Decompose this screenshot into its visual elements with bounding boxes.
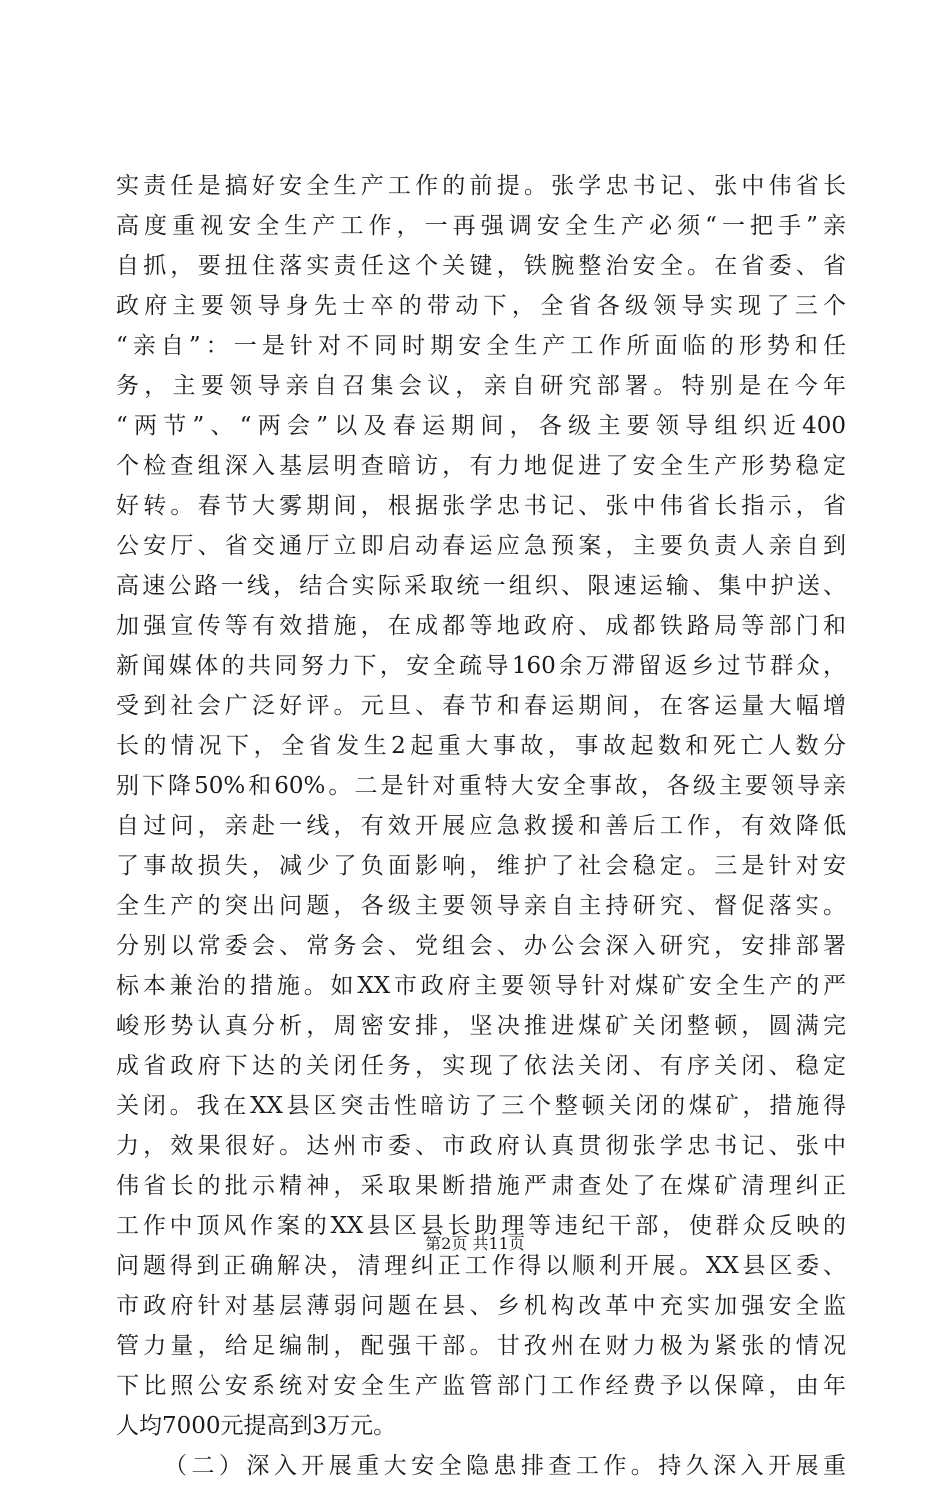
text-line: 市政府针对基层薄弱问题在县、乡机构改革中充实加强安全监 xyxy=(116,1293,846,1319)
text-line: 问题得到正确解决，清理纠正工作得以顺利开展。XX县区委、 xyxy=(116,1253,846,1279)
page-footer xyxy=(0,1234,950,1254)
page-number: 第2页 共11页 xyxy=(425,1234,525,1253)
text-line: 好转。春节大雾期间，根据张学忠书记、张中伟省长指示，省 xyxy=(116,493,846,519)
text-line: 全生产的突出问题，各级主要领导亲自主持研究、督促落实。 xyxy=(116,893,846,919)
text-line: 公安厅、省交通厅立即启动春运应急预案，主要负责人亲自到 xyxy=(116,533,846,559)
text-line: 受到社会广泛好评。元旦、春节和春运期间，在客运量大幅增 xyxy=(116,693,846,719)
text-line: 力，效果很好。达州市委、市政府认真贯彻张学忠书记、张中 xyxy=(116,1133,846,1159)
text-line: 长的情况下，全省发生2起重大事故，事故起数和死亡人数分 xyxy=(116,733,846,759)
text-line: 高速公路一线，结合实际采取统一组织、限速运输、集中护送、 xyxy=(116,573,846,599)
text-line: 伟省长的批示精神，采取果断措施严肃查处了在煤矿清理纠正 xyxy=(116,1173,846,1199)
section-heading-line: （二）深入开展重大安全隐患排查工作。持久深入开展重 xyxy=(164,1453,846,1479)
text-line: 标本兼治的措施。如XX市政府主要领导针对煤矿安全生产的严 xyxy=(116,973,846,999)
text-line: 关闭。我在XX县区突击性暗访了三个整顿关闭的煤矿，措施得 xyxy=(116,1093,846,1119)
text-line: 政府主要领导身先士卒的带动下，全省各级领导实现了三个 xyxy=(116,293,846,319)
text-line: 成省政府下达的关闭任务，实现了依法关闭、有序关闭、稳定 xyxy=(116,1053,846,1079)
text-line: 工作中顶风作案的XX县区县长助理等违纪干部，使群众反映的 xyxy=(116,1213,846,1239)
text-line: 自过问，亲赴一线，有效开展应急救援和善后工作，有效降低 xyxy=(116,813,846,839)
text-line: 实责任是搞好安全生产工作的前提。张学忠书记、张中伟省长 xyxy=(116,173,846,199)
text-line: 管力量，给足编制，配强干部。甘孜州在财力极为紧张的情况 xyxy=(116,1333,846,1359)
body-text xyxy=(116,166,846,1486)
text-line: 自抓，要扭住落实责任这个关键，铁腕整治安全。在省委、省 xyxy=(116,253,846,279)
text-line: “亲自”：一是针对不同时期安全生产工作所面临的形势和任 xyxy=(116,333,846,359)
text-line: 高度重视安全生产工作，一再强调安全生产必须“一把手”亲 xyxy=(116,213,846,239)
text-line: 分别以常委会、常务会、党组会、办公会深入研究，安排部署 xyxy=(116,933,846,959)
text-line: 了事故损失，减少了负面影响，维护了社会稳定。三是针对安 xyxy=(116,853,846,879)
text-line: 峻形势认真分析，周密安排，坚决推进煤矿关闭整顿，圆满完 xyxy=(116,1013,846,1039)
text-line: 加强宣传等有效措施，在成都等地政府、成都铁路局等部门和 xyxy=(116,613,846,639)
text-line: 下比照公安系统对安全生产监管部门工作经费予以保障，由年 xyxy=(116,1373,846,1399)
text-line: “两节”、“两会”以及春运期间，各级主要领导组织近400 xyxy=(116,413,846,439)
text-line: 个检查组深入基层明查暗访，有力地促进了安全生产形势稳定 xyxy=(116,453,846,479)
text-line: 新闻媒体的共同努力下，安全疏导160余万滞留返乡过节群众， xyxy=(116,653,846,679)
text-line: 务，主要领导亲自召集会议，亲自研究部署。特别是在今年 xyxy=(116,373,846,399)
text-line: 别下降50%和60%。二是针对重特大安全事故，各级主要领导亲 xyxy=(116,773,846,799)
text-line: 人均7000元提高到3万元。 xyxy=(116,1413,397,1439)
